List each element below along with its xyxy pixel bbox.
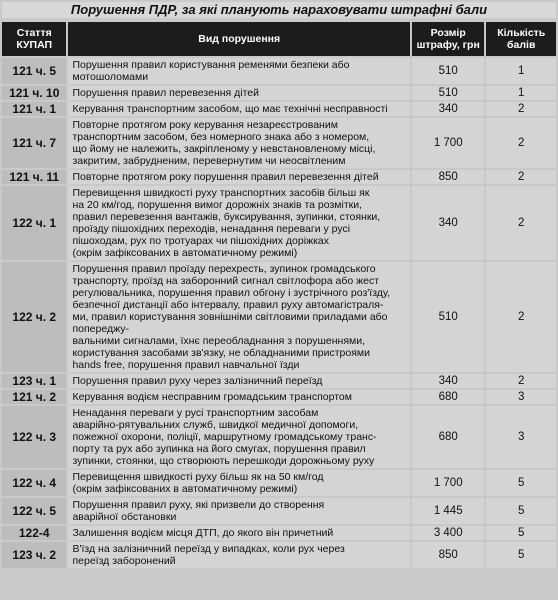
points-cell: 5 [486,542,556,568]
header-fine [412,22,485,56]
fine-cell: 1 700 [412,118,485,168]
violation-cell [68,390,409,404]
violation-line: регулювальника, порушення правил обгону і зустрічного роз'їзду, [72,287,391,299]
fine-cell: 680 [412,390,485,404]
fine-cell: 1 445 [412,498,485,524]
table-row [2,86,556,100]
violation-line: правил перевезення вантажів, буксирування, зупинки, стоянки, [72,211,381,223]
violation-line: Залишення водієм місця ДТП, до якого він причетний [72,527,334,539]
header-article-line1: Стаття [16,27,52,39]
violation-line: транспортним засобом, без номерного знака або з номером, [72,131,370,143]
violation-line: зупинки, стоянки, що створюють перешкоди дорожньому руху [72,455,375,467]
points-cell: 3 [486,390,556,404]
violation-line: пішоходам, рух по тротуарах чи пішохідних доріжках [72,235,330,247]
violation-cell [68,526,409,540]
table-row [2,170,556,184]
points-cell: 5 [486,498,556,524]
points-cell: 1 [486,86,556,100]
header-fine-line1: Розмір [430,27,466,39]
violation-line: Порушення правил руху через залізничний переїзд [72,375,323,387]
points-cell: 2 [486,102,556,116]
violation-line: аварійно-рятувальних служб, швидкої медичної допомоги, [72,419,359,431]
article-cell: 122 ч. 3 [2,406,66,468]
fine-cell: 1 700 [412,470,485,496]
violation-cell [68,102,409,116]
table-row [2,102,556,116]
table-row [2,390,556,404]
violation-line: Порушення правил руху, які призвели до створення [72,499,325,511]
points-cell: 2 [486,118,556,168]
violation-line: Повторне протягом року керування незареєстрованим [72,119,338,131]
article-cell: 123 ч. 1 [2,374,66,388]
violation-cell [68,374,409,388]
table-row [2,262,556,372]
violation-line: Порушення правил перевезення дітей [72,87,260,99]
violation-cell [68,186,409,260]
article-cell: 122 ч. 2 [2,262,66,372]
table-row [2,374,556,388]
violation-cell [68,86,409,100]
violation-cell [68,470,409,496]
points-cell: 2 [486,170,556,184]
table-row [2,498,556,524]
header-article-line2: КУПАП [16,39,53,51]
violation-cell [68,498,409,524]
fine-cell: 340 [412,102,485,116]
violation-line: на 20 км/год, порушення вимог дорожніх знаків та розмітки, [72,199,363,211]
header-article [2,22,66,56]
table-row [2,542,556,568]
fine-cell: 510 [412,262,485,372]
violation-line: Ненадання переваги у русі транспортним засобам [72,407,319,419]
table-row [2,526,556,540]
violation-cell [68,170,409,184]
violation-line: Керування транспортним засобом, що має технічні несправності [72,103,388,115]
fine-cell: 850 [412,170,485,184]
header-violation: Вид порушення [68,22,409,56]
points-cell: 3 [486,406,556,468]
violation-cell [68,406,409,468]
points-cell: 5 [486,526,556,540]
table-title: Порушення ПДР, за які планують нараховувати штрафні бали [2,2,556,18]
violation-line: мотошоломами [72,71,149,83]
violation-cell [68,118,409,168]
violation-line: вальними сигналами, їхнє переобладнання з порушеннями, [72,335,366,347]
violation-line: аварійної обстановки [72,511,177,523]
fine-cell: 510 [412,86,485,100]
article-cell: 122 ч. 4 [2,470,66,496]
violation-line: hands free, порушення правил навчальної їзди [72,359,300,371]
table-row [2,186,556,260]
article-cell: 121 ч. 11 [2,170,66,184]
violation-line: Перевищення швидкості руху більш як на 50 км/год [72,471,324,483]
table-row [2,470,556,496]
points-cell: 1 [486,58,556,84]
table-row [2,118,556,168]
fine-cell: 510 [412,58,485,84]
article-cell: 121 ч. 5 [2,58,66,84]
violation-line: закритим, забрудненим, перевернутим чи неосвітленим [72,155,346,167]
violation-line: порту та рух або зупинка на його смугах, порушення правил [72,443,366,455]
violation-line: користування засобами зв'язку, не обладнаними пристроями [72,347,371,359]
violation-line: транспорту, проїзд на заборонний сигнал світлофора або жест [72,275,380,287]
table-row [2,58,556,84]
violation-line: ми, правил користування зовнішніми світловими приладами або попереджу- [72,311,388,335]
article-cell: 122 ч. 1 [2,186,66,260]
header-fine-line2: штрафу, грн [416,39,480,51]
violation-cell [68,262,409,372]
header-row [2,22,556,56]
violation-line: (окрім зафіксованих в автоматичному режимі) [72,247,298,259]
fine-cell: 3 400 [412,526,485,540]
points-cell: 2 [486,374,556,388]
header-points [486,22,556,56]
fine-cell: 850 [412,542,485,568]
violation-line: (окрім зафіксованих в автоматичному режимі) [72,483,298,495]
header-points-line2: балів [507,39,536,51]
article-cell: 122 ч. 5 [2,498,66,524]
points-cell: 5 [486,470,556,496]
violations-table [0,20,558,570]
violation-line: переїзд заборонений [72,555,176,567]
violation-line: Повторне протягом року порушення правил перевезення дітей [72,171,379,183]
violation-line: пожежної охорони, поліції, маршрутному громадському транс- [72,431,377,443]
fine-cell: 680 [412,406,485,468]
fine-cell: 340 [412,374,485,388]
violation-cell [68,58,409,84]
violation-line: Керування водієм несправним громадським транспортом [72,391,352,403]
article-cell: 121 ч. 2 [2,390,66,404]
table-body [2,58,556,568]
points-cell: 2 [486,262,556,372]
article-cell: 121 ч. 10 [2,86,66,100]
table-row [2,406,556,468]
violation-line: що йому не належить, закріпленому у невстановленому місці, [72,143,376,155]
violation-cell [68,542,409,568]
header-points-line1: Кількість [497,27,546,39]
violation-line: В'їзд на залізничний переїзд у випадках, коли рух через [72,543,345,555]
fine-cell: 340 [412,186,485,260]
article-cell: 121 ч. 7 [2,118,66,168]
violation-line: безпечної дистанції або інтервалу, правил руху автомагістраля- [72,299,384,311]
violation-line: Перевищення швидкості руху транспортних засобів більш як [72,187,370,199]
violation-line: проїзду пішохідних переходів, ненадання переваги у русі [72,223,351,235]
article-cell: 122-4 [2,526,66,540]
violation-line: Порушення правил користування ременями безпеки або [72,59,350,71]
article-cell: 121 ч. 1 [2,102,66,116]
violation-line: Порушення правил проїзду перехресть, зупинок громадського [72,263,376,275]
article-cell: 123 ч. 2 [2,542,66,568]
points-cell: 2 [486,186,556,260]
